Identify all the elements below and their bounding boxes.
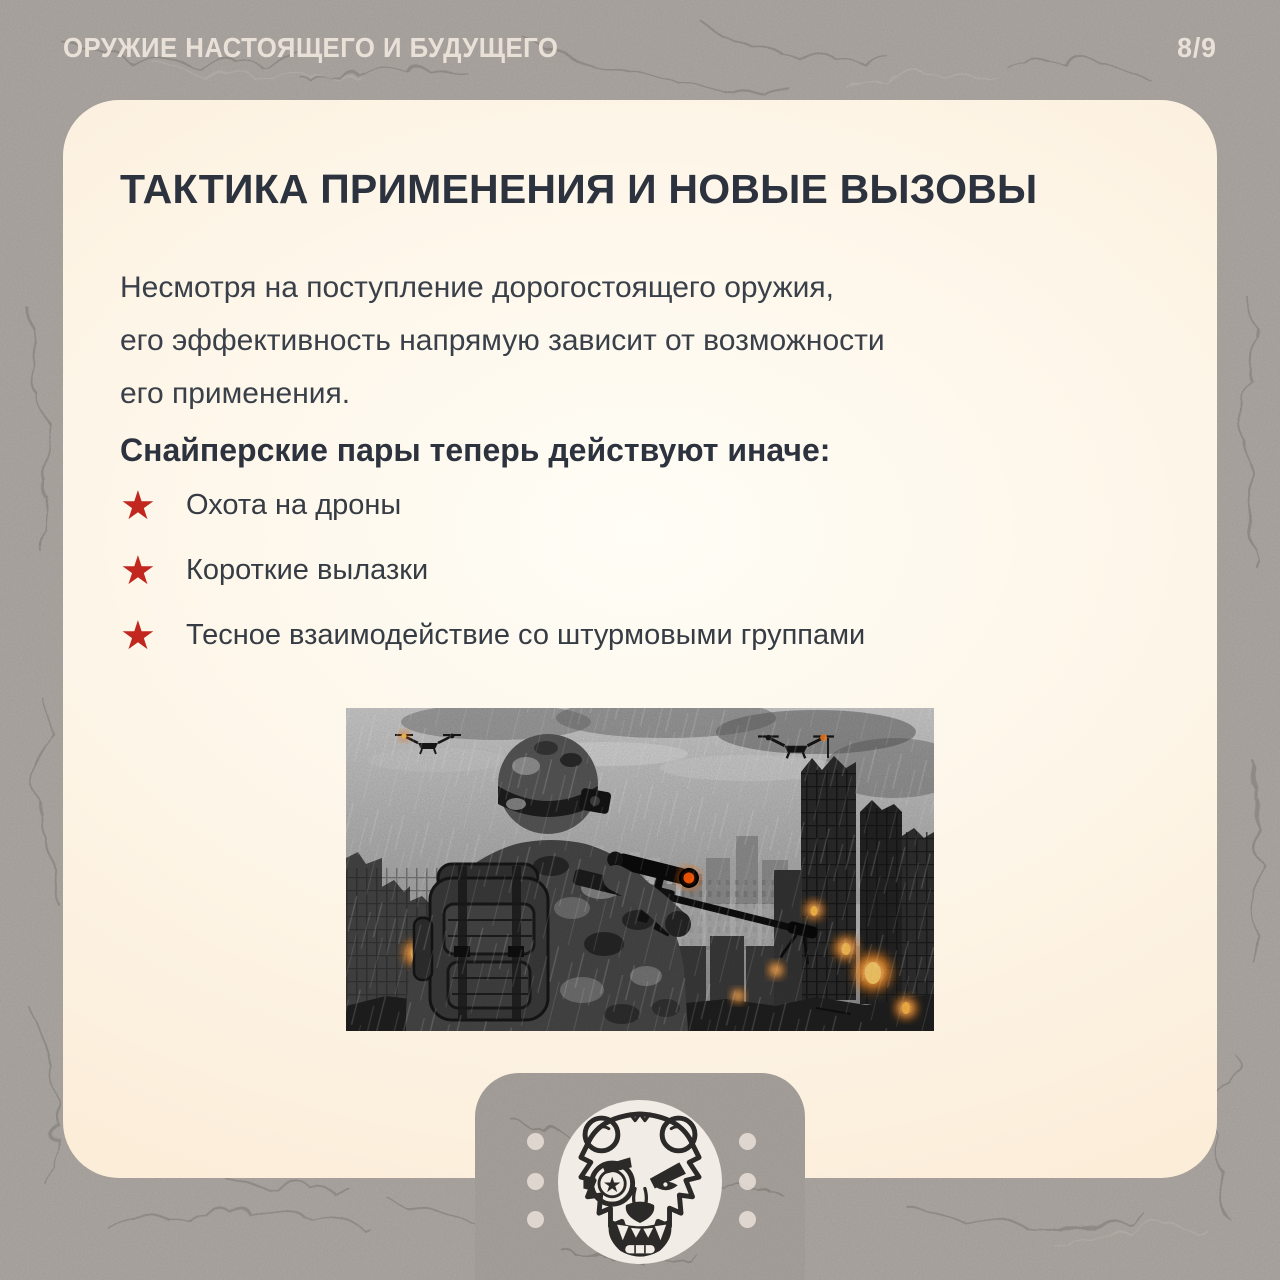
star-icon: ★ xyxy=(120,483,156,528)
decor-dot xyxy=(739,1211,756,1228)
svg-text:★: ★ xyxy=(602,1172,622,1198)
intro-line: его эффективность напрямую зависит от возможности xyxy=(120,324,885,358)
star-icon: ★ xyxy=(120,548,156,593)
decor-dot xyxy=(527,1133,544,1150)
page-counter: 8/9 xyxy=(1177,32,1217,63)
decor-dot xyxy=(739,1173,756,1190)
bullet-label: Тесное взаимодействие со штурмовыми группами xyxy=(186,619,866,652)
bear-logo-icon xyxy=(558,1100,722,1264)
decor-dot xyxy=(527,1173,544,1190)
bullet-label: Охота на дроны xyxy=(186,489,402,522)
list-item xyxy=(120,603,1160,668)
card-title: ТАКТИКА ПРИМЕНЕНИЯ И НОВЫЕ ВЫЗОВЫ xyxy=(120,166,1038,212)
hero-image xyxy=(346,708,934,1031)
content-card xyxy=(63,100,1217,1178)
intro-line: его применения. xyxy=(120,377,351,411)
card-subtitle: Снайперские пары теперь действуют иначе: xyxy=(120,432,831,469)
footer-tab xyxy=(475,1073,805,1280)
page-header xyxy=(63,0,1217,96)
intro-line: Несмотря на поступление дорогостоящего оружия, xyxy=(120,271,835,305)
star-icon: ★ xyxy=(120,613,156,658)
series-title: ОРУЖИЕ НАСТОЯЩЕГО И БУДУЩЕГО xyxy=(63,32,559,63)
logo-circle xyxy=(558,1100,722,1264)
intro-paragraph xyxy=(120,261,1160,420)
bullet-label: Короткие вылазки xyxy=(186,554,429,587)
decor-dot xyxy=(527,1211,544,1228)
decor-dot xyxy=(739,1133,756,1150)
list-item xyxy=(120,538,1160,603)
list-item xyxy=(120,473,1160,538)
bullet-list xyxy=(120,473,1160,668)
